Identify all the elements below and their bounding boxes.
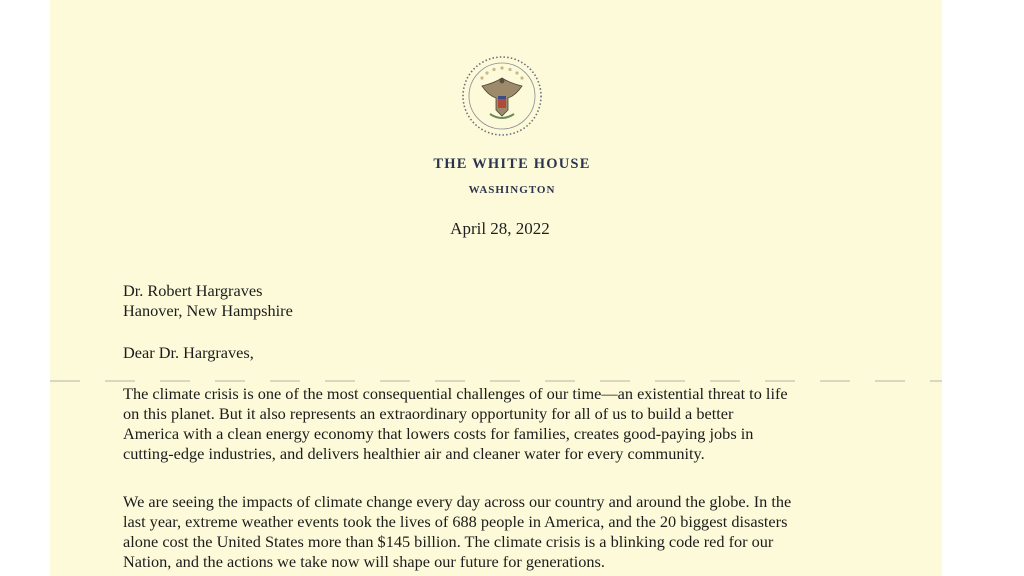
paragraph-line: cutting-edge industries, and delivers healthier air and cleaner water for every community. xyxy=(123,444,705,463)
presidential-seal-icon xyxy=(460,54,544,138)
paragraph-line: We are seeing the impacts of climate change every day across our country and around the globe. In the xyxy=(123,492,792,511)
paragraph-2 xyxy=(123,492,883,572)
paragraph-line: alone cost the United States more than $145 billion. The climate crisis is a blinking code red for our xyxy=(123,532,774,551)
recipient-address xyxy=(123,281,293,321)
letterhead-title: THE WHITE HOUSE xyxy=(433,156,591,172)
paragraph-line: on this planet. But it also represents an extraordinary opportunity for all of us to build a better xyxy=(123,404,734,423)
letter-date: April 28, 2022 xyxy=(450,219,550,238)
salutation: Dear Dr. Hargraves, xyxy=(123,343,254,362)
paragraph-line: Nation, and the actions we take now will shape our future for generations. xyxy=(123,552,605,571)
scan-artifact-line xyxy=(50,380,942,382)
paragraph-line: The climate crisis is one of the most consequential challenges of our time—an existential threat to life xyxy=(123,384,788,403)
letterhead-subtitle: WASHINGTON xyxy=(468,184,556,196)
recipient-name: Dr. Robert Hargraves xyxy=(123,281,263,300)
paragraph-line: America with a clean energy economy that lowers costs for families, creates good-paying jobs in xyxy=(123,424,754,443)
recipient-location: Hanover, New Hampshire xyxy=(123,301,293,320)
paragraph-1 xyxy=(123,384,883,464)
paragraph-line: last year, extreme weather events took the lives of 688 people in America, and the 20 biggest disasters xyxy=(123,512,788,531)
